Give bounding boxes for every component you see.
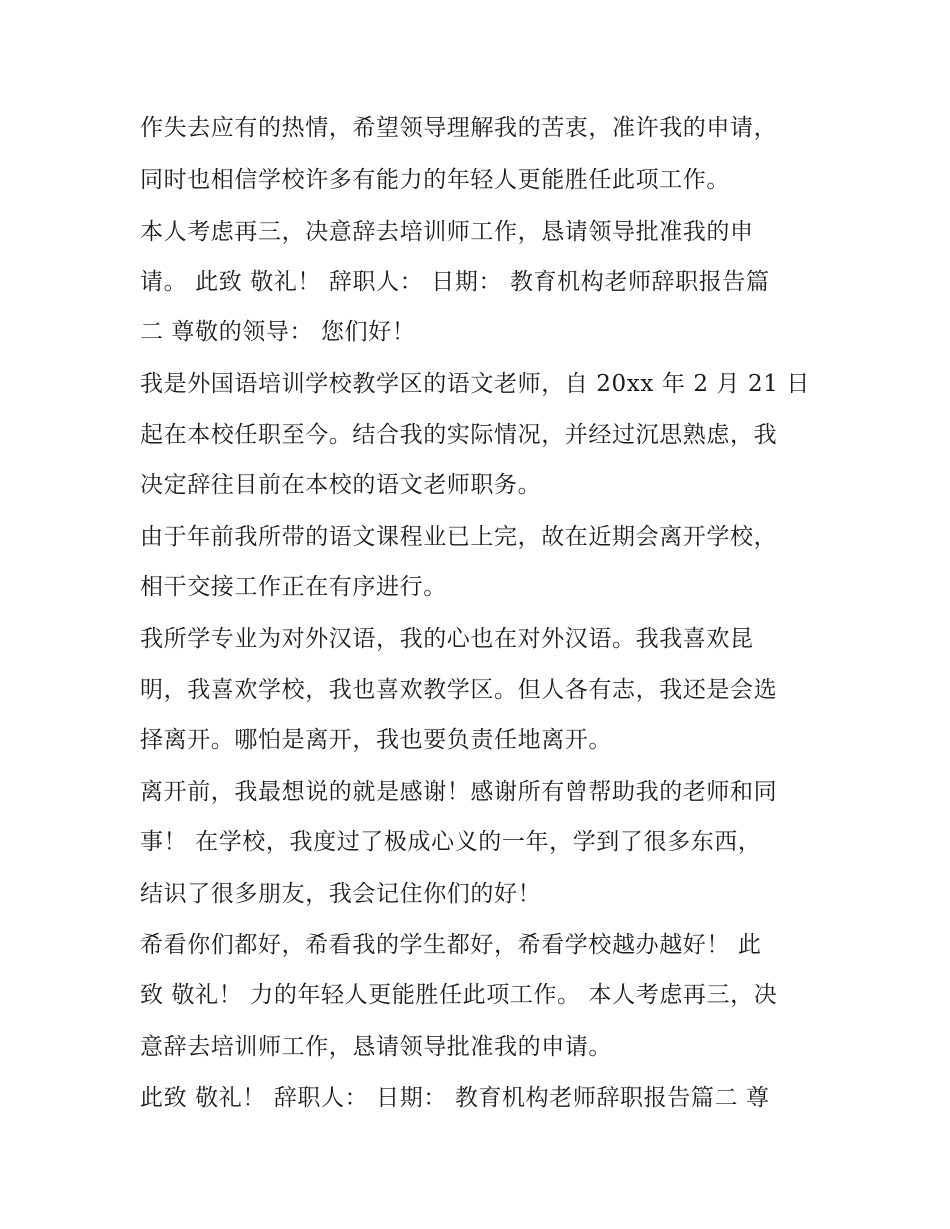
text-line: 相干交接工作正在有序进行。 — [140, 574, 447, 600]
text-line: 意辞去培训师工作，恳请领导批准我的申请。 — [140, 1034, 612, 1060]
text-line: 本人考虑再三，决意辞去培训师工作，恳请领导批准我的申 — [140, 219, 754, 245]
text-line: 二 尊敬的领导： 您们好！ — [140, 319, 416, 345]
text-line: 请。 此致 敬礼！ 辞职人： 日期： 教育机构老师辞职报告篇 — [140, 269, 770, 295]
text-line: 作失去应有的热情，希望领导理解我的苦衷，准许我的申请， — [140, 115, 778, 141]
text-line: 明，我喜欢学校，我也喜欢教学区。但人各有志，我还是会选 — [140, 677, 778, 703]
text-line: 离开前，我最想说的就是感谢！感谢所有曾帮助我的老师和同 — [140, 779, 778, 805]
text-line: 择离开。哪怕是离开，我也要负责任地离开。 — [140, 727, 612, 753]
text-line: 致 敬礼！ 力的年轻人更能胜任此项工作。 本人考虑再三，决 — [140, 982, 778, 1008]
text-line: 我是外国语培训学校教学区的语文老师，自 20xx 年 2 月 21 日 — [140, 371, 810, 397]
text-line: 由于年前我所带的语文课程业已上完，故在近期会离开学校， — [140, 524, 778, 550]
text-line: 此致 敬礼！ 辞职人： 日期： 教育机构老师辞职报告篇二 尊 — [140, 1085, 770, 1111]
text-line: 希看你们都好，希看我的学生都好，希看学校越办越好！ 此 — [140, 932, 762, 958]
text-line: 起在本校任职至今。结合我的实际情况，并经过沉思熟虑，我 — [140, 422, 778, 448]
text-line: 事！ 在学校，我度过了极成心义的一年，学到了很多东西， — [140, 829, 762, 855]
text-line: 结识了很多朋友，我会记住你们的好！ — [140, 881, 542, 907]
text-line: 我所学专业为对外汉语，我的心也在对外汉语。我我喜欢昆 — [140, 626, 754, 652]
text-line: 同时也相信学校许多有能力的年轻人更能胜任此项工作。 — [140, 167, 730, 193]
text-line: 决定辞往目前在本校的语文老师职务。 — [140, 472, 542, 498]
